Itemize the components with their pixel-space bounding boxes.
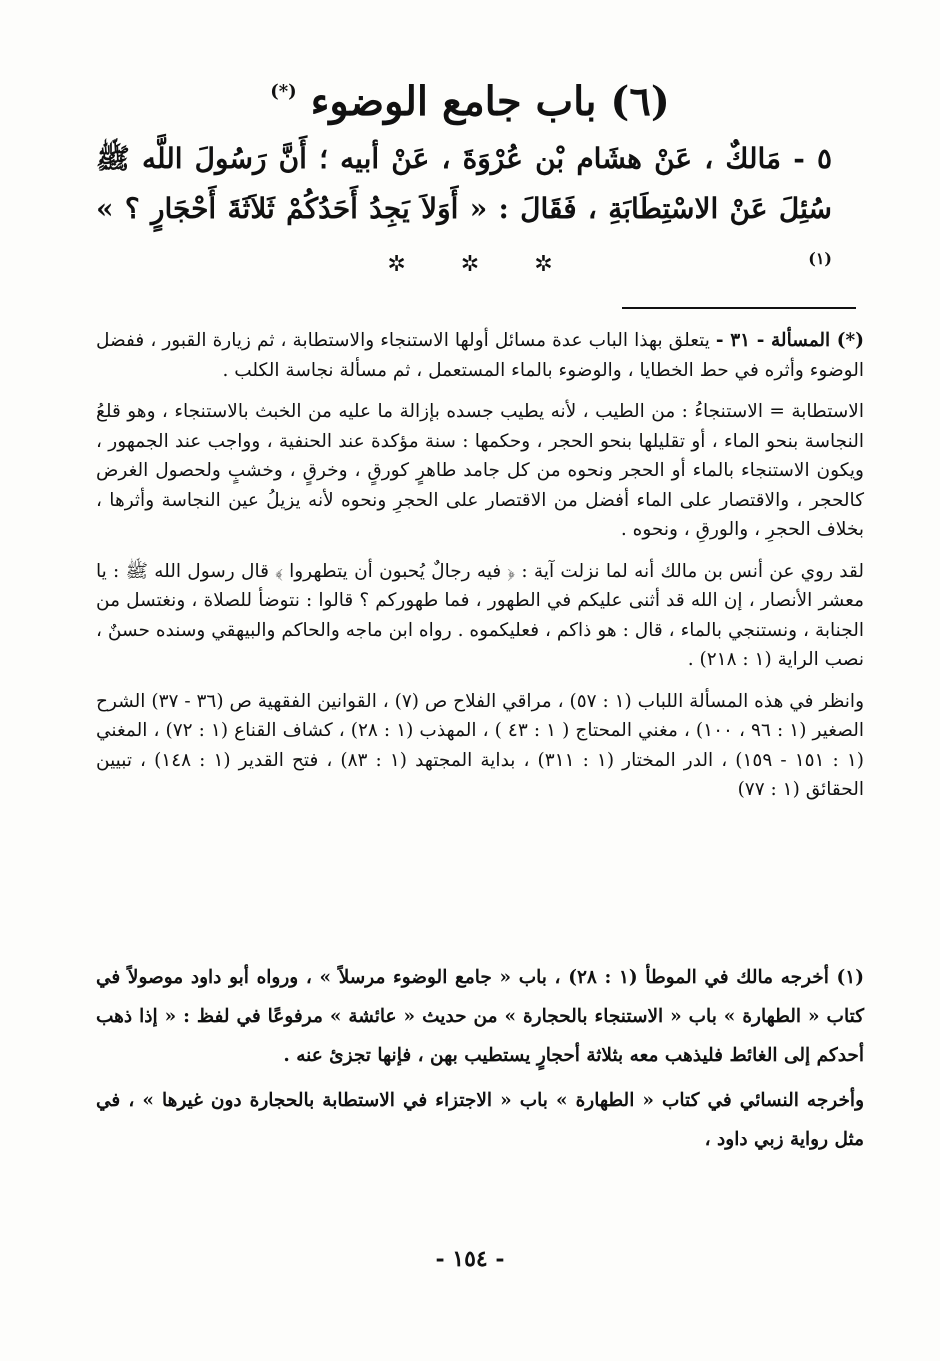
hadith-footnote-ref: (١) xyxy=(808,249,832,268)
commentary-heading: (*) المسألة - ٣١ - xyxy=(715,330,864,351)
page-number: - ١٥٤ - xyxy=(435,1246,505,1272)
commentary-text: يتعلق بهذا الباب عدة مسائل أولها الاستنجاء والاستطابة ، ثم زيارة القبور ، ففضل الوضوء وأثره في حط الخطايا ، والوضوء بالماء المستعمل ، ثم مسألة نجاسة الكلب . xyxy=(96,330,864,381)
chapter-title xyxy=(0,64,940,130)
chapter-title-text: (٦) باب جامع الوضوء xyxy=(310,78,670,125)
footnote-divider xyxy=(622,307,856,309)
commentary-paragraph: وانظر في هذه المسألة اللباب (١ : ٥٧) ، مراقي الفلاح ص (٧) ، القوانين الفقهية ص (٣٦ - ٣٧) الشرح الصغير (١ : ٩٦ ، ١٠٠) ، مغني المحتاج ( ١ : ٤٣ ) ، المهذب (١ : ٢٨) ، كشاف القناع (١ : ٧٢) ، المغني (١ : ١٥١ - ١٥٩) ، الدر المختار (١ : ٣١١) ، بداية المجتهد (١ : ٨٣) ، فتح القدير (١ : ١٤٨) ، تبيين الحقائق (١ : ٧٧) xyxy=(96,690,865,800)
footnote: وأخرجه النسائي في كتاب « الطهارة » باب « الاجتزاء في الاستطابة بالحجارة دون غيرها » ، في مثل رواية زبي داود ، xyxy=(96,1090,864,1150)
footnotes xyxy=(96,958,864,1165)
hadith-body: ٥ - مَالكٌ ، عَنْ هشَام بْن عُرْوَةَ ، عَنْ أبيه ؛ أَنَّ رَسُولَ اللَّه ﷺ سُئِلَ عَنْ الاسْتِطَابَةِ ، فَقَالَ : « أَوَلاَ يَجِدُ أَحَدُكُمْ ثَلاَثَةَ أَحْجَارٍ ؟ » xyxy=(96,142,832,225)
commentary-paragraph: لقد روي عن أنس بن مالك أنه لما نزلت آية : ﴿ فيه رجالٌ يُحبون أن يتطهروا ﴾ قال رسول الله ﷺ : يا معشر الأنصار ، إن الله قد أثنى عليكم في الطهور ، فما طهوركم ؟ قالوا : نتوضأ للصلاة ، ونغتسل من الجنابة ، ونستنجي بالماء ، قال : هو ذاكم ، فعليكموه . رواه ابن ماجه والحاكم والبيهقي وسنده حسنٌ ، نصب الراية (١ : ٢١٨) . xyxy=(96,560,864,670)
footnote: (١) أخرجه مالك في الموطأ (١ : ٢٨) ، باب « جامع الوضوء مرسلاً » ، ورواه أبو داود موصولاً في كتاب « الطهارة » باب « الاستنجاء بالحجارة » من حديث « عائشة » مرفوعًا في لفظ : « إذا ذهب أحدكم إلى الغائط فليذهب معه بثلاثة أحجارٍ يستطيب بهن ، فإنها تجزئ عنه . xyxy=(96,967,864,1066)
commentary-paragraph xyxy=(96,326,864,385)
commentary xyxy=(96,326,864,817)
section-separator-stars: ✲ ✲ ✲ xyxy=(387,252,553,277)
commentary-paragraph: الاستطابة = الاستنجاءُ : من الطيب ، لأنه يطيب جسده بإزالة ما عليه من الخبث بالاستنجاء ، وهو قلعُ النجاسة بنحو الماء ، أو تقليلها بنحو الحجر ، وحكمها : سنة مؤكدة عند الحنفية ، وواجب عند الجمهور ، ويكون الاستنجاء بالماء أو الحجر ونحوه من كل جامد طاهرٍ كورقٍ ، وخرقٍ ، وخشبٍ ولحصول الغرض كالحجر ، والاقتصار على الماء أفضل من الاقتصار على الحجرِ ونحوه لأنه يزيلُ عين النجاسة وأثرها ، بخلاف الحجرِ ، والورقِ ، ونحوه . xyxy=(96,401,864,540)
chapter-title-marker: (*) xyxy=(270,81,297,102)
